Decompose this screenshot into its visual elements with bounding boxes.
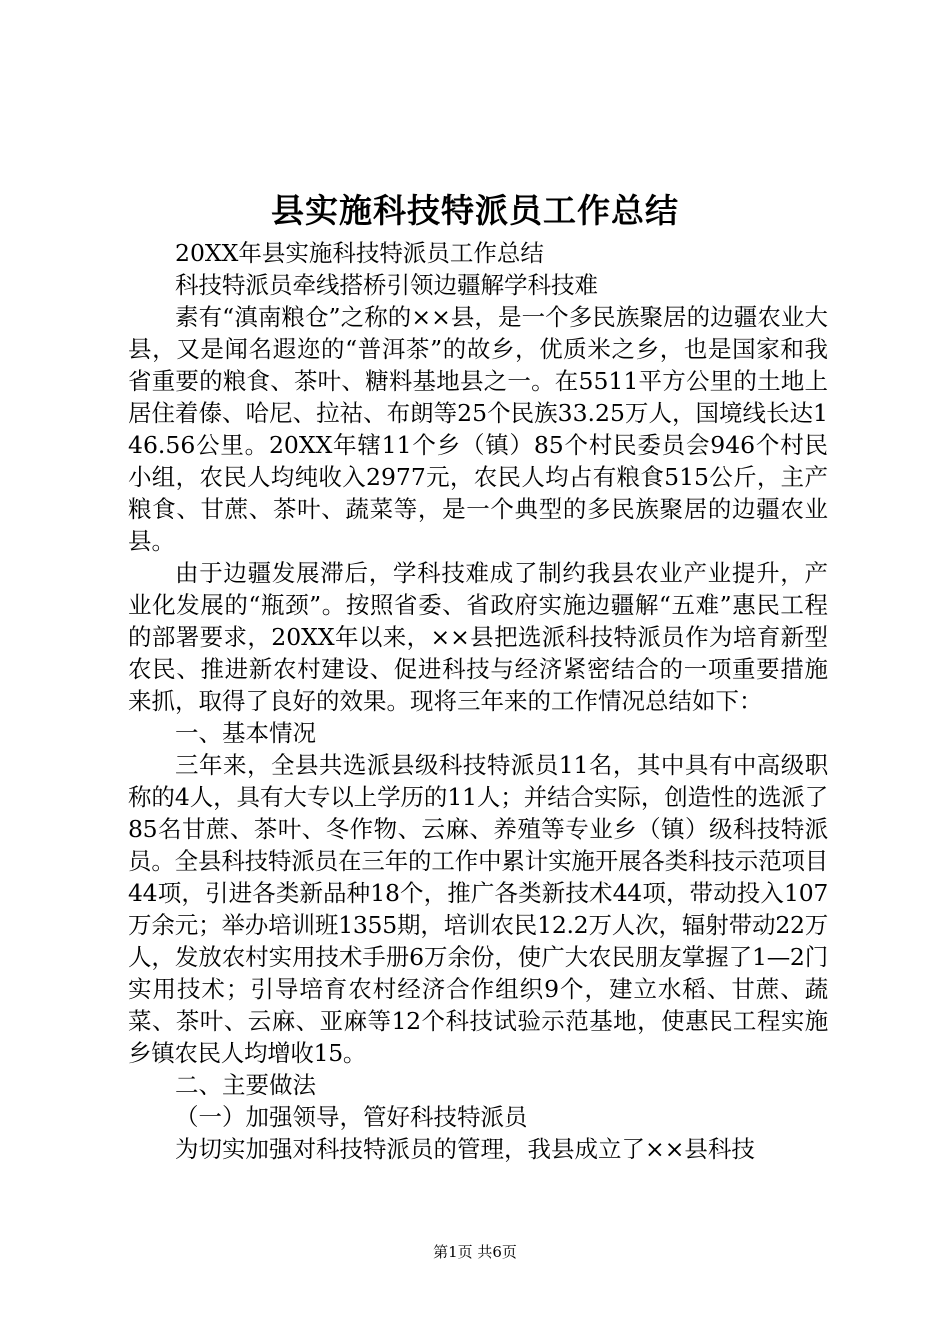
paragraph-background: 由于边疆发展滞后，学科技难成了制约我县农业产业提升，产业化发展的“瓶颈”。按照省委、省政府实施边疆解“五难”惠民工程的部署要求，20XX年以来，××县把选派科技特派员作为培育新型农民、推进新农村建设、促进科技与经济紧密结合的一项重要措施来抓，取得了良好的效果。现将三年来的工作情况总结如下： xyxy=(128,559,828,715)
paragraph-management: 为切实加强对科技特派员的管理，我县成立了××县科技 xyxy=(175,1135,755,1163)
section-heading-methods: 二、主要做法 xyxy=(175,1071,316,1099)
paragraph-headline: 科技特派员牵线搭桥引领边疆解学科技难 xyxy=(175,271,598,299)
document-body xyxy=(128,237,828,1165)
paragraph-intro: 素有“滇南粮仓”之称的××县，是一个多民族聚居的边疆农业大县，又是闻名遐迩的“普洱茶”的故乡，优质米之乡，也是国家和我省重要的粮食、茶叶、糖料基地县之一。在5511平方公里的土地上居住着傣、哈尼、拉祜、布朗等25个民族33.25万人，国境线长达146.56公里。20XX年辖11个乡（镇）85个村民委员会946个村民小组，农民人均纯收入2977元，农民人均占有粮食515公斤，主产粮食、甘蔗、茶叶、蔬菜等，是一个典型的多民族聚居的边疆农业县。 xyxy=(128,303,828,555)
document-title: 县实施科技特派员工作总结 xyxy=(271,191,679,230)
subsection-heading-leadership: （一）加强领导，管好科技特派员 xyxy=(175,1103,528,1131)
section-heading-basic: 一、基本情况 xyxy=(175,719,316,747)
page-footer: 第1页 共6页 xyxy=(433,1243,517,1261)
paragraph-basic-situation: 三年来，全县共选派县级科技特派员11名，其中具有中高级职称的4人，具有大专以上学历的11人；并结合实际，创造性的选派了85名甘蔗、茶叶、冬作物、云麻、养殖等专业乡（镇）级科技特派员。全县科技特派员在三年的工作中累计实施开展各类科技示范项目44项，引进各类新品种18个，推广各类新技术44项，带动投入107万余元；举办培训班1355期，培训农民12.2万人次，辐射带动22万人，发放农村实用技术手册6万余份，使广大农民朋友掌握了1—2门实用技术；引导培育农村经济合作组织9个，建立水稻、甘蔗、蔬菜、茶叶、云麻、亚麻等12个科技试验示范基地，使惠民工程实施乡镇农民人均增收15。 xyxy=(128,751,828,1067)
paragraph-subtitle: 20XX年县实施科技特派员工作总结 xyxy=(175,239,544,267)
